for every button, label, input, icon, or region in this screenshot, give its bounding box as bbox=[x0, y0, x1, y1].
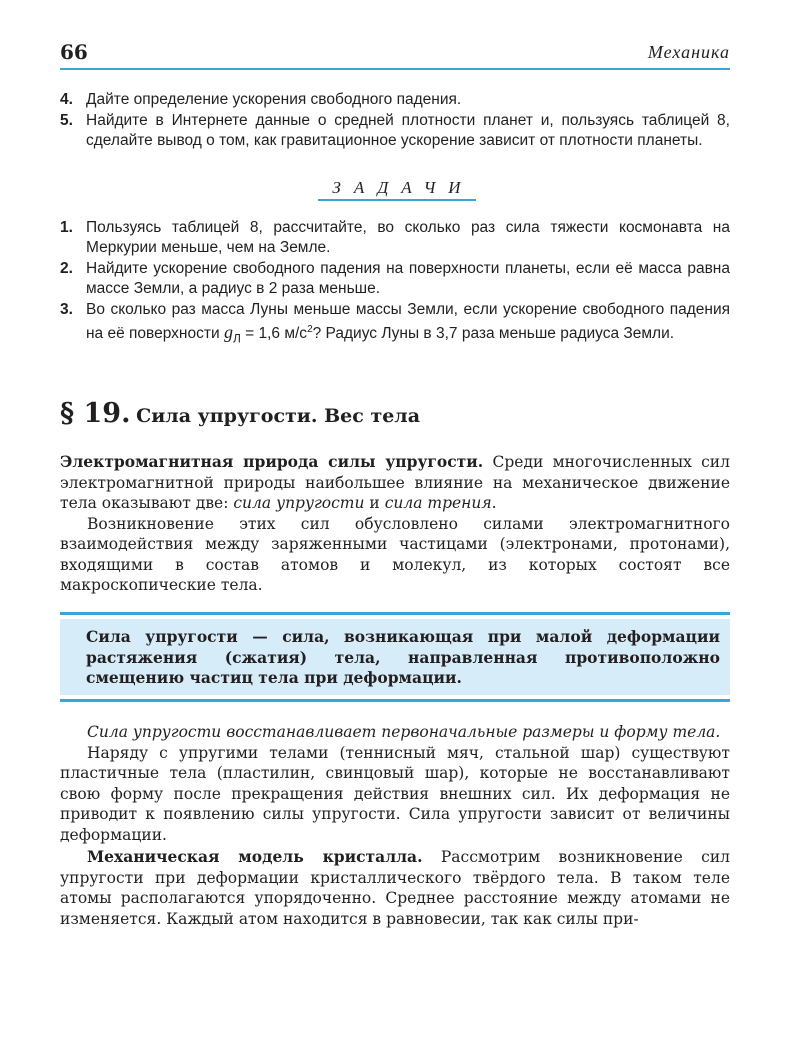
page-number: 66 bbox=[60, 40, 88, 64]
task-text: Найдите ускорение свободного падения на поверхности планеты, если её масса равна массе Земли, а радиус в 2 раза меньше. bbox=[86, 260, 730, 297]
page-header bbox=[60, 38, 730, 70]
questions-list bbox=[60, 90, 730, 152]
section-title bbox=[60, 398, 730, 429]
term-elastic-force: сила упругости bbox=[233, 494, 365, 512]
tasks-list bbox=[60, 218, 730, 350]
question-item bbox=[60, 111, 730, 151]
paragraph: Наряду с упругими телами (теннисный мяч, стальной шар) существуют пластичные тела (пластилин, свинцовый шар), которые не восстанавливают свою форму после прекращения действия внешних сил. Их деформация не приводит к появлению силы упругости. Сила упругости зависит от величины деформации. bbox=[60, 743, 730, 844]
tasks-heading bbox=[0, 178, 794, 201]
term-friction-force: сила трения bbox=[384, 494, 492, 512]
task-text-after: ? Радиус Луны в 3,7 раза меньше радиуса Земли. bbox=[312, 325, 675, 343]
italic-statement: Сила упругости восстанавливает первоначальные размеры и форму тела. bbox=[87, 723, 721, 741]
task-superscript: 2 bbox=[307, 324, 313, 335]
question-text: Найдите в Интернете данные о средней плотности планет и, пользуясь таблицей 8, сделайте вывод о том, как гравитационное ускорение зависит от плотности планеты. bbox=[86, 112, 730, 149]
task-item bbox=[60, 300, 730, 349]
definition-box bbox=[60, 612, 730, 702]
section-heading: Сила упругости. Вес тела bbox=[136, 405, 421, 427]
paragraph: Механическая модель кристалла. Рассмотрим возникновение сил упругости при деформации кристаллического твёрдого тела. В таком теле атомы располагаются упорядоченно. Среднее расстояние между атомами не изменяется. Каждый атом находится в равновесии, так как силы при- bbox=[60, 847, 731, 928]
task-text: Во сколько раз масса Луны меньше массы Земли, если ускорение свободного падения на её поверхности bbox=[86, 301, 730, 343]
question-number: 4. bbox=[60, 91, 73, 108]
task-value: = 1,6 м/с bbox=[245, 325, 308, 343]
task-item bbox=[60, 259, 730, 299]
task-text: Пользуясь таблицей 8, рассчитайте, во сколько раз сила тяжести космонавта на Меркурии меньше, чем на Земле. bbox=[86, 219, 730, 256]
running-title: Механика bbox=[647, 42, 730, 62]
question-text: Дайте определение ускорения свободного падения. bbox=[86, 91, 462, 108]
main-text bbox=[60, 722, 730, 929]
question-number: 5. bbox=[60, 112, 73, 129]
paragraph: Возникновение этих сил обусловлено силами электромагнитного взаимодействия между заряженными частицами (электронами, протонами), входящими в состав атомов и молекул, из которых состоят все макроскопические тела. bbox=[60, 514, 730, 594]
acceleration-symbol: $g_Л$ bbox=[223, 322, 241, 346]
task-item bbox=[60, 218, 730, 258]
task-number: 2. bbox=[60, 260, 73, 277]
task-number: 3. bbox=[60, 301, 73, 318]
task-number: 1. bbox=[60, 219, 73, 236]
definition-fill bbox=[60, 619, 730, 695]
tasks-title: ЗАДАЧИ bbox=[318, 178, 475, 201]
question-item bbox=[60, 90, 730, 110]
paragraph-lead: Электромагнитная природа силы упругости. bbox=[60, 452, 484, 471]
paragraph-lead: Механическая модель кристалла. bbox=[87, 847, 423, 866]
paragraph: Электромагнитная природа силы упругости. Среди многочисленных сил электромагнитной природы наибольшее влияние на механическое движение тела оказывают две: сила упругости и сила трения. bbox=[60, 452, 730, 512]
intro-text bbox=[60, 452, 730, 596]
section-number: § 19. bbox=[60, 398, 131, 429]
definition-text: Сила упругости — сила, возникающая при малой деформации растяжения (сжатия) тела, направленная противоположно смещению частиц тела при деформации. bbox=[86, 627, 720, 687]
